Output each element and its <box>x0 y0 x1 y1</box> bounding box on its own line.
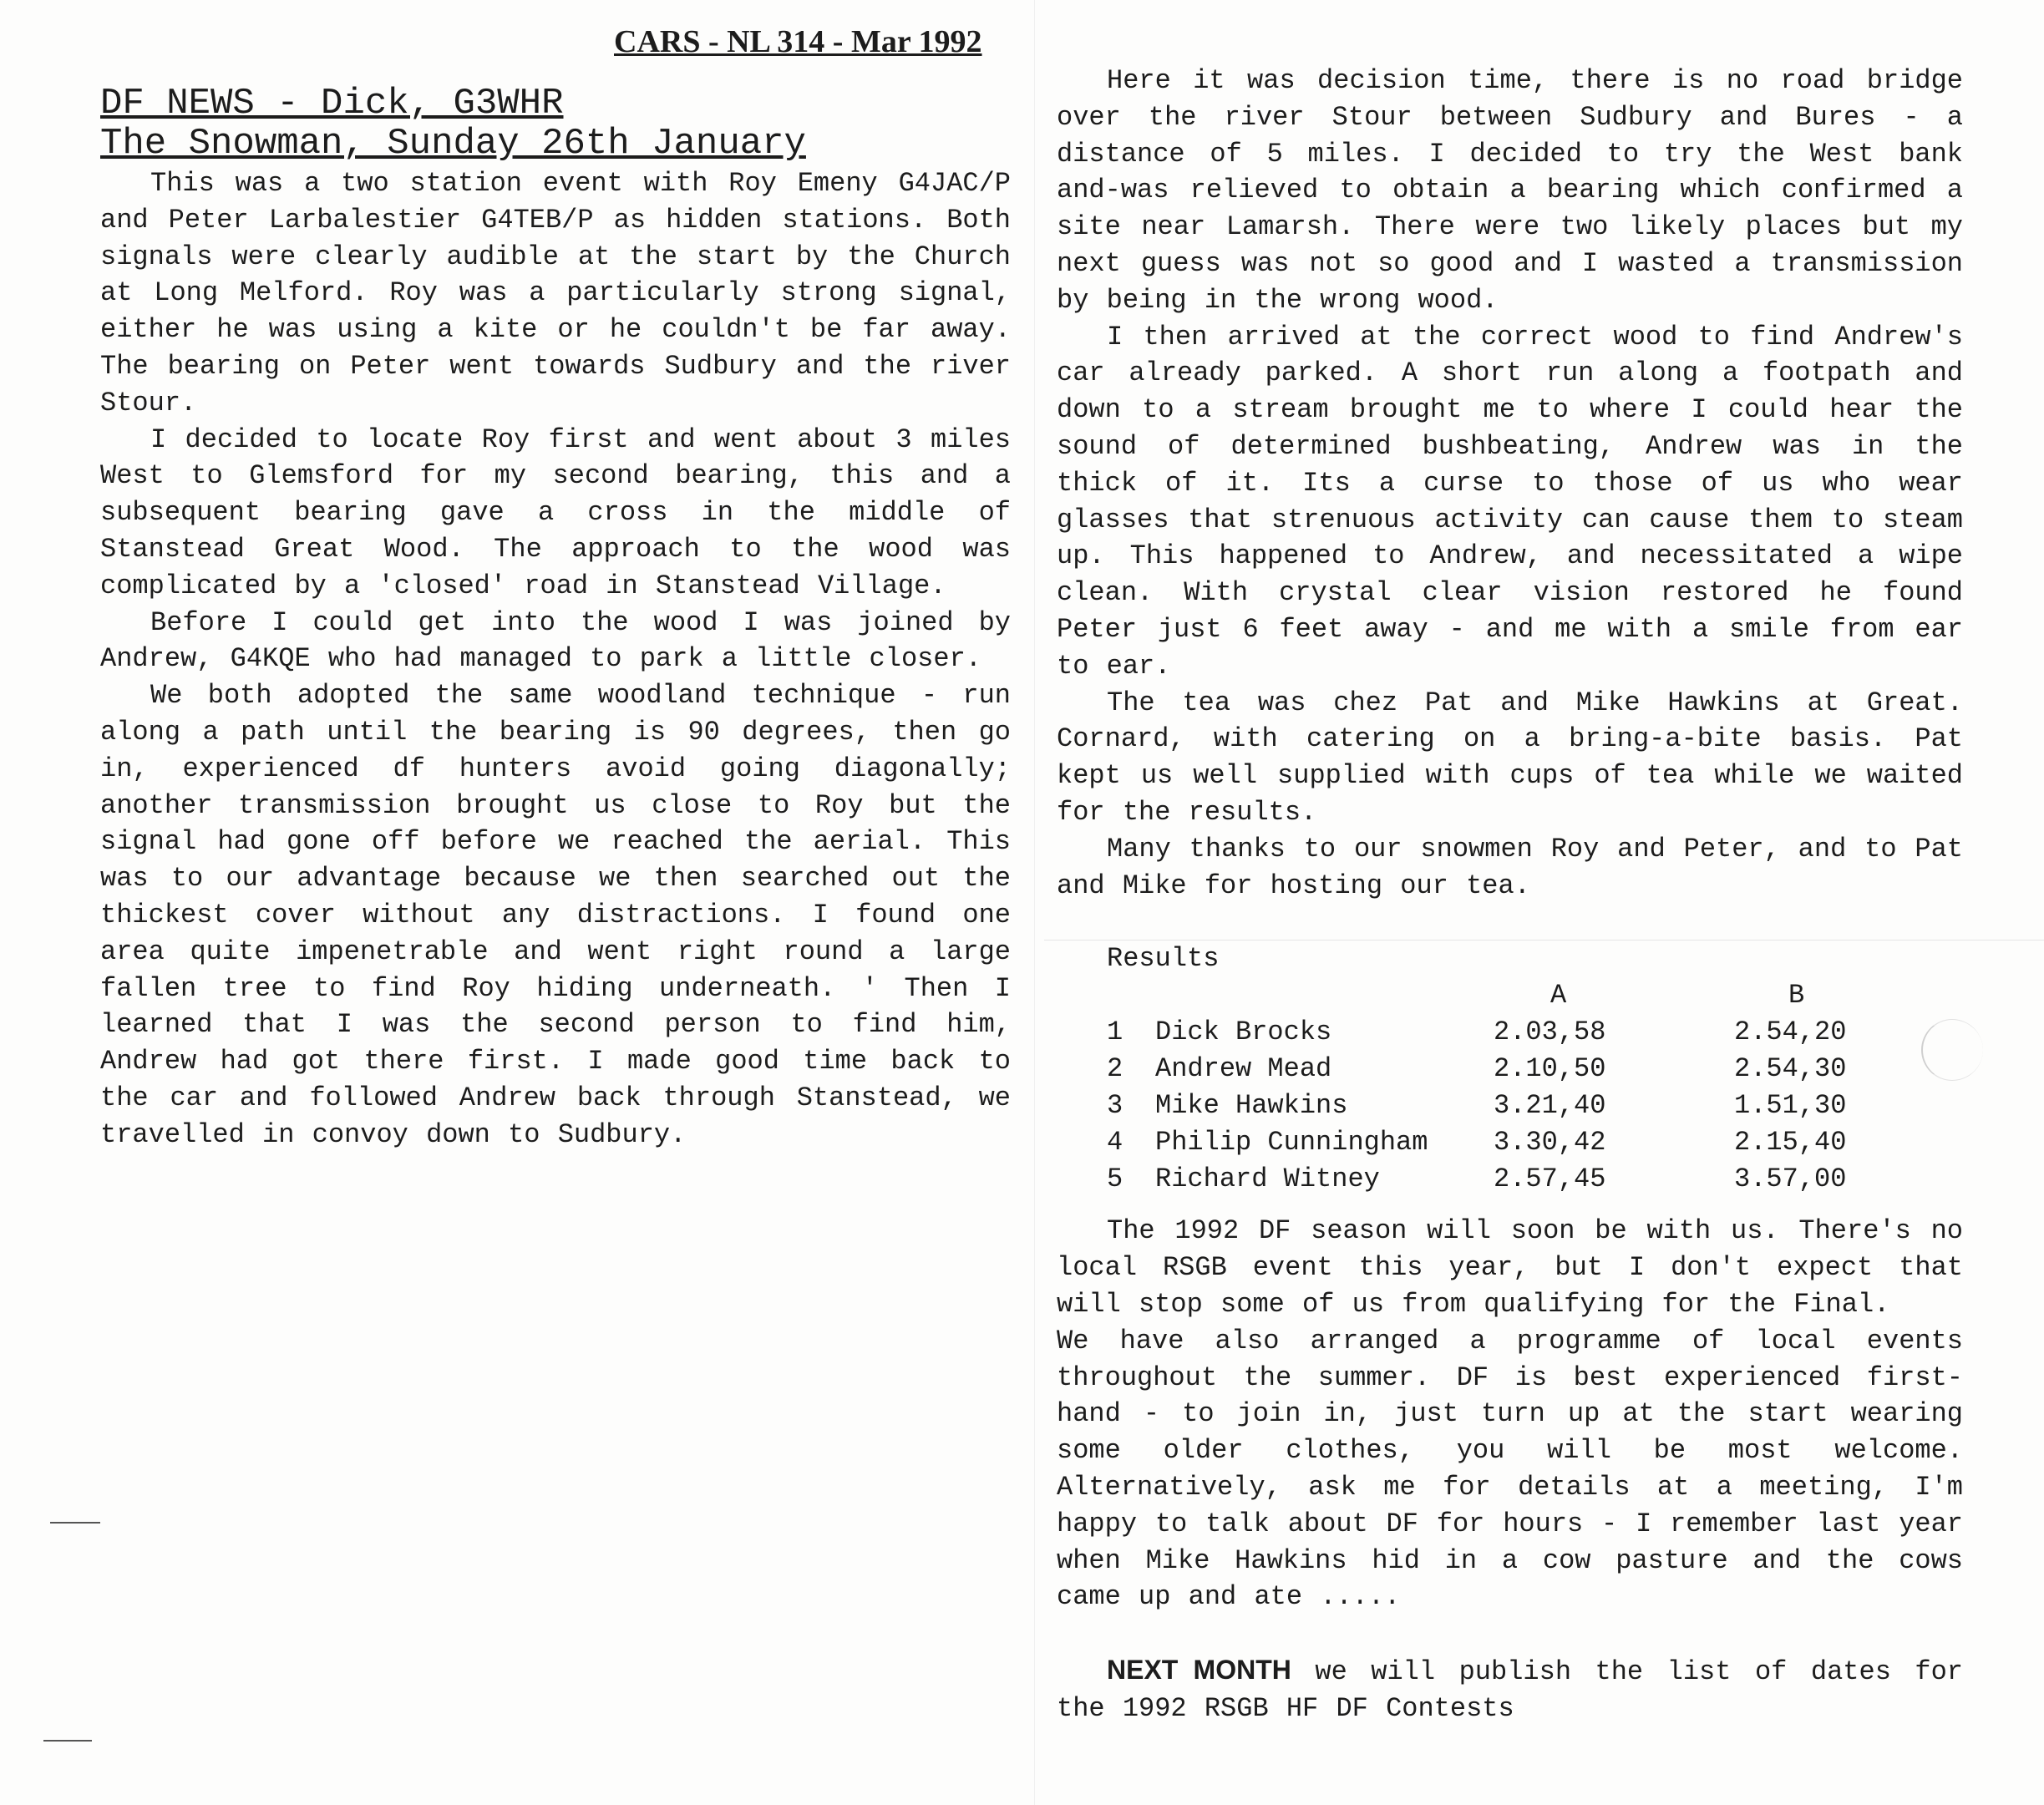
position-cell: 1 <box>1107 1017 1123 1048</box>
name-cell: Andrew Mead <box>1155 1053 1332 1085</box>
table-row <box>1107 1161 1955 1198</box>
paragraph: The 1992 DF season will soon be with us. There's no local RSGB event this year, but I don't expect that will stop some of us from qualifying for the Final. <box>1057 1215 1963 1320</box>
time-a-cell: 2.10,50 <box>1494 1053 1606 1085</box>
time-a-cell: 3.30,42 <box>1494 1127 1606 1159</box>
margin-tick-mark <box>50 1522 100 1524</box>
time-a-cell: 2.57,45 <box>1494 1164 1606 1195</box>
newsletter-header: CARS - NL 314 - Mar 1992 <box>614 24 982 59</box>
next-month-note <box>1057 1652 1963 1727</box>
paragraph: This was a two station event with Roy Emeny G4JAC/P and Peter Larbalestier G4TEB/P as hidden stations. Both signals were clearly audible at the start by the Church at Long Melford. Roy was a particularly strong signal, either he was using a kite or he couldn't be far away. The bearing on Peter went towards Sudbury and the river Stour. <box>100 168 1011 418</box>
results-heading: Results <box>1107 943 1220 975</box>
paragraph: Here it was decision time, there is no road bridge over the river Stour between Sudbury and Bures - a distance of 5 miles. I decided to try the West bank and-was relieved to obtain a bearing which confirmed a site near Lamarsh. There were two likely places but my next guess was not so good and I wasted a transmission by being in the wrong wood. <box>1057 65 1963 316</box>
position-cell: 4 <box>1107 1127 1123 1159</box>
position-header <box>1107 977 1155 1014</box>
position-cell: 5 <box>1107 1164 1123 1195</box>
margin-tick-mark <box>43 1740 92 1742</box>
name-cell: Richard Witney <box>1155 1164 1380 1195</box>
left-column <box>100 84 1011 1153</box>
time-b-cell: 1.51,30 <box>1734 1090 1847 1122</box>
paragraph: I decided to locate Roy first and went about 3 miles West to Glemsford for my second bearing, this and a subsequent bearing gave a cross in the middle of Stanstead Great Wood. The approach to the wood was complicated by a 'closed' road in Stanstead Village. <box>100 423 1011 601</box>
time-a-cell: 3.21,40 <box>1494 1090 1606 1122</box>
time-b-cell: 2.54,30 <box>1734 1053 1847 1085</box>
page-fold-vertical <box>1034 0 1035 1805</box>
name-cell: Philip Cunningham <box>1155 1127 1428 1159</box>
spacer <box>1057 904 1963 941</box>
time-a-cell: 2.03,58 <box>1494 1017 1606 1048</box>
time-b-cell: 2.15,40 <box>1734 1127 1847 1159</box>
next-month-label: NEXT MONTH <box>1107 1655 1291 1686</box>
table-row <box>1107 1124 1955 1161</box>
next-month-text: we will publish the list of dates for the 1992 RSGB HF DF Contests <box>1057 1656 1964 1724</box>
results-table <box>1107 977 1955 1198</box>
paragraph: Many thanks to our snowmen Roy and Peter, and to Pat and Mike for hosting our tea. <box>1057 833 1963 901</box>
table-row <box>1107 1014 1955 1051</box>
time-b-cell: 2.54,20 <box>1734 1017 1847 1048</box>
spacer <box>1057 1198 1963 1213</box>
article-subtitle: The Snowman, Sunday 26th January <box>100 123 806 165</box>
name-header <box>1155 977 1494 1014</box>
name-cell: Mike Hawkins <box>1155 1090 1348 1122</box>
time-b-cell: 3.57,00 <box>1734 1164 1847 1195</box>
paragraph: We both adopted the same woodland technique - run along a path until the bearing is 90 degrees, then go in, experienced df hunters avoid going diagonally; another transmission brought us close to Roy but the signal had gone off before we reached the aerial. This was to our advantage because we then searched out the thickest cover without any distractions. I found one area quite impenetrable and went right round a large fallen tree to find Roy hiding underneath. ' Then I learned that I was the second person to find him, Andrew had got there first. I made good time back to the car and followed Andrew back through Stanstead, we travelled in convoy down to Sudbury. <box>100 680 1011 1150</box>
table-row <box>1107 1051 1955 1088</box>
punch-hole-mark <box>1921 1019 1983 1081</box>
column-b-header: B <box>1788 980 1805 1012</box>
spacer <box>1057 1615 1963 1652</box>
table-row <box>1107 1088 1955 1124</box>
column-a-header: A <box>1550 980 1567 1012</box>
position-cell: 3 <box>1107 1090 1123 1122</box>
paragraph: I then arrived at the correct wood to find Andrew's car already parked. A short run along a footpath and down to a stream brought me to where I could hear the sound of determined bushbeating, Andrew was in the thick of it. Its a curse to those of us who wear glasses that strenuous activity can cause them to steam up. This happened to Andrew, and necessitated a wipe clean. With crystal clear vision restored he found Peter just 6 feet away - and me with a smile from ear to ear. <box>1057 321 1963 682</box>
paragraph: We have also arranged a programme of local events throughout the summer. DF is best experienced first-hand - to join in, just turn up at the start wearing some older clothes, you will be most welcome. Alternatively, ask me for details at a meeting, I'm happy to talk about DF for hours - I remember last year when Mike Hawkins hid in a cow pasture and the cows came up and ate ..... <box>1057 1325 1963 1613</box>
right-column <box>1057 63 1963 1727</box>
name-cell: Dick Brocks <box>1155 1017 1332 1048</box>
article-title: DF NEWS - Dick, G3WHR <box>100 83 564 124</box>
position-cell: 2 <box>1107 1053 1123 1085</box>
results-header-row <box>1107 977 1955 1014</box>
paragraph: The tea was chez Pat and Mike Hawkins at Great. Cornard, with catering on a bring-a-bite basis. Pat kept us well supplied with cups of tea while we waited for the results. <box>1057 687 1963 828</box>
paragraph: Before I could get into the wood I was joined by Andrew, G4KQE who had managed to park a little closer. <box>100 606 1011 675</box>
